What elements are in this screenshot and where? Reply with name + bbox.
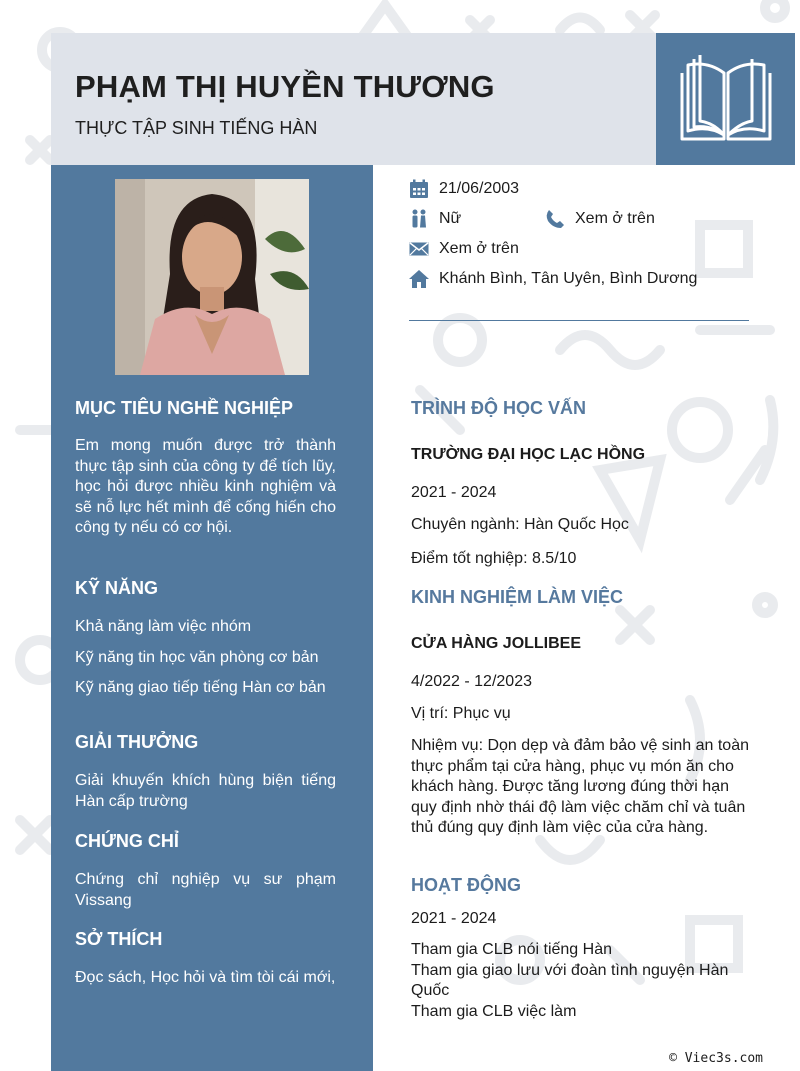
candidate-name: PHẠM THỊ HUYỀN THƯƠNG	[75, 69, 495, 104]
skill-item: Kỹ năng tin học văn phòng cơ bản	[75, 648, 319, 666]
address-value: Khánh Bình, Tân Uyên, Bình Dương	[439, 270, 698, 287]
activities-title: HOẠT ĐỘNG	[411, 875, 521, 895]
activity-item: Tham gia CLB việc làm	[411, 1002, 577, 1020]
objective-section	[75, 398, 336, 539]
calendar-icon	[409, 179, 429, 199]
skill-item: Kỹ năng giao tiếp tiếng Hàn cơ bản	[75, 679, 326, 696]
activities-period: 2021 - 2024	[411, 910, 497, 927]
gender-icon	[409, 209, 429, 229]
section-title: CHỨNG CHỈ	[75, 831, 179, 851]
experience-duties: Nhiệm vụ: Dọn dẹp và đảm bảo vệ sinh an toàn thực phẩm tại cửa hàng, phục vụ món ăn cho khách hàng. Được tăng lương đúng thời hạn quy định nhờ thái độ làm việc chăm chỉ và tuân thủ đúng quy định làm việc của cửa hàng.	[411, 737, 749, 836]
certificate-text: Chứng chỉ nghiệp vụ sư phạm Vissang	[75, 871, 336, 909]
gender-value: Nữ	[439, 210, 462, 227]
home-icon	[409, 269, 429, 289]
section-title: KỸ NĂNG	[75, 578, 159, 598]
awards-section	[75, 732, 336, 812]
phone-value: Xem ở trên	[575, 210, 655, 227]
birthday-row	[409, 179, 519, 199]
phone-row	[545, 209, 655, 229]
profile-photo	[115, 179, 309, 375]
email-icon	[409, 239, 429, 259]
education-title: TRÌNH ĐỘ HỌC VẤN	[411, 398, 586, 418]
sidebar	[51, 165, 373, 1071]
activities-list	[411, 940, 751, 1022]
activity-item: Tham gia giao lưu với đoàn tình nguyện Hàn Quốc	[411, 961, 729, 999]
education-major: Chuyên ngành: Hàn Quốc Học	[411, 516, 629, 533]
experience-title: KINH NGHIỆM LÀM VIỆC	[411, 587, 624, 607]
experience-position: Vị trí: Phục vụ	[411, 705, 511, 722]
main-content	[373, 165, 800, 1071]
gender-row	[409, 209, 461, 229]
activity-item: Tham gia CLB nói tiếng Hàn	[411, 941, 612, 958]
skill-item: Khả năng làm việc nhóm	[75, 618, 252, 635]
resume-header	[51, 33, 657, 165]
skills-section	[75, 578, 336, 709]
section-title: GIẢI THƯỞNG	[75, 732, 199, 752]
address-row	[409, 269, 697, 289]
school-name: TRƯỜNG ĐẠI HỌC LẠC HỒNG	[411, 446, 646, 463]
footer-credit: © Viec3s.com	[669, 1051, 763, 1066]
hobbies-text: Đọc sách, Học hỏi và tìm tòi cái mới,	[75, 969, 336, 986]
objective-text: Em mong muốn được trở thành thực tập sinh của công ty để tích lũy, học hỏi được nhiều kinh nghiệm và sẽ nỗ lực hết mình để cống hiến cho công ty nếu có cơ hội.	[75, 437, 336, 536]
education-period: 2021 - 2024	[411, 484, 497, 501]
hobbies-section	[75, 929, 336, 989]
section-title: SỞ THÍCH	[75, 929, 163, 949]
company-name: CỬA HÀNG JOLLIBEE	[411, 635, 582, 652]
section-title: MỤC TIÊU NGHỀ NGHIỆP	[75, 398, 294, 418]
email-value: Xem ở trên	[439, 240, 519, 257]
experience-period: 4/2022 - 12/2023	[411, 673, 532, 690]
logo-box	[656, 33, 795, 165]
award-text: Giải khuyến khích hùng biện tiếng Hàn cấp trường	[75, 772, 336, 810]
birthday-value: 21/06/2003	[439, 180, 520, 197]
education-gpa: Điểm tốt nghiệp: 8.5/10	[411, 550, 577, 567]
open-book-icon	[678, 51, 774, 143]
phone-icon	[545, 209, 565, 229]
contact-divider	[409, 320, 749, 321]
email-row	[409, 239, 519, 259]
job-title: THỰC TẬP SINH TIẾNG HÀN	[75, 118, 318, 138]
certificates-section	[75, 831, 336, 911]
